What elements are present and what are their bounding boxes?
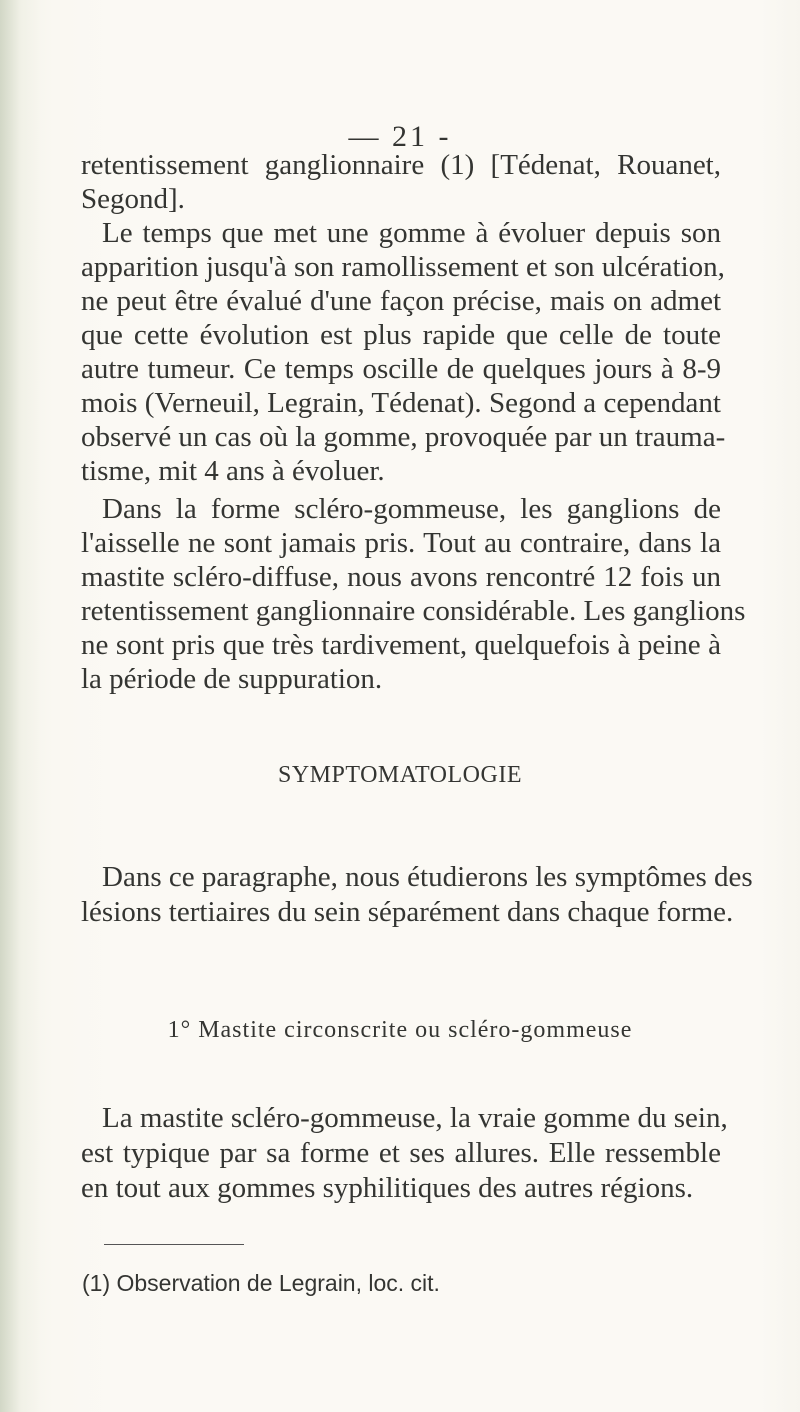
paragraph-3-line-3: mastite scléro-diffuse, nous avons rencontré 12 fois un (81, 561, 721, 593)
paragraph-2-line-1: Le temps que met une gomme à évoluer depuis son (102, 217, 721, 249)
section-paragraph-line-1: Dans ce paragraphe, nous étudierons les symptômes des (102, 861, 753, 893)
section-paragraph-line-2: lésions tertiaires du sein séparément dans chaque forme. (81, 896, 734, 928)
paragraph-3-line-6: la période de suppuration. (81, 663, 383, 695)
paragraph-3-line-2: l'aisselle ne sont jamais pris. Tout au contraire, dans la (81, 527, 721, 559)
paragraph-2-line-6: mois (Verneuil, Legrain, Tédenat). Segond a cependant (81, 387, 721, 419)
subsection-paragraph-line-1: La mastite scléro-gommeuse, la vraie gomme du sein, (102, 1102, 728, 1134)
page-number: — 21 - (348, 120, 452, 153)
subsection-paragraph-line-3: en tout aux gommes syphilitiques des autres régions. (81, 1172, 694, 1204)
subsection-paragraph-line-2: est typique par sa forme et ses allures. Elle ressemble (81, 1137, 721, 1169)
subsection-heading: 1° Mastite circonscrite ou scléro-gommeuse (167, 1017, 633, 1043)
footnote-divider (104, 1244, 244, 1245)
section-heading: SYMPTOMATOLOGIE (278, 762, 522, 788)
paragraph-2-line-7: observé un cas où la gomme, provoquée par un trauma- (81, 421, 726, 453)
paragraph-1-line-1: retentissement ganglionnaire (1) [Tédenat, Rouanet, (81, 149, 721, 181)
page-gutter-shadow (0, 0, 42, 1412)
footnote-text: (1) Observation de Legrain, loc. cit. (82, 1270, 440, 1296)
paragraph-3-line-5: ne sont pris que très tardivement, quelquefois à peine à (81, 629, 721, 661)
paragraph-3-line-4: retentissement ganglionnaire considérable. Les ganglions (81, 595, 746, 627)
paragraph-3-line-1: Dans la forme scléro-gommeuse, les ganglions de (102, 493, 721, 525)
paragraph-1-line-2: Segond]. (81, 183, 185, 215)
paragraph-2-line-4: que cette évolution est plus rapide que celle de toute (81, 319, 721, 351)
paragraph-2-line-5: autre tumeur. Ce temps oscille de quelques jours à 8-9 (81, 353, 721, 385)
paragraph-2-line-8: tisme, mit 4 ans à évoluer. (81, 455, 385, 487)
paragraph-2-line-3: ne peut être évalué d'une façon précise, mais on admet (81, 285, 721, 317)
paragraph-2-line-2: apparition jusqu'à son ramollissement et son ulcération, (81, 251, 725, 283)
